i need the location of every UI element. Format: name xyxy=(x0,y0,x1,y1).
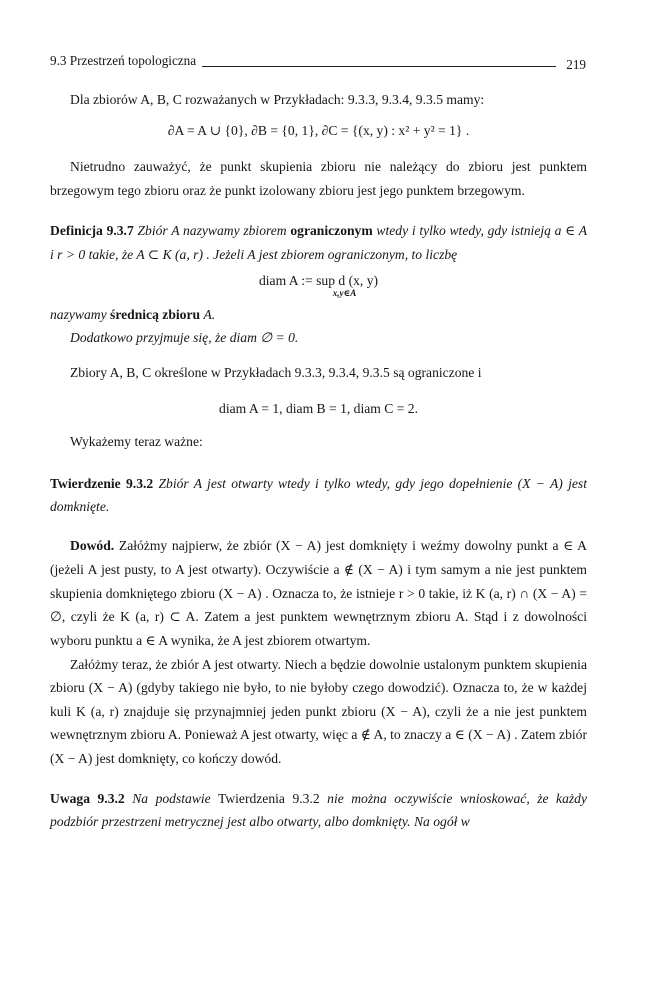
remark-block xyxy=(50,787,587,834)
definition-extra: Dodatkowo przyjmuje się, że diam ∅ = 0. xyxy=(70,330,299,346)
diameter-formula-main: diam A := sup d (x, y) xyxy=(258,272,379,288)
proof-paragraph-1 xyxy=(50,534,587,652)
boundary-equation: ∂A = A ∪ {0}, ∂B = {0, 1}, ∂C = {(x, y) : x² + y² = 1} . xyxy=(167,123,470,139)
running-head xyxy=(50,53,586,72)
theorem-intro: Wykażemy teraz ważne: xyxy=(70,434,203,450)
proof-paragraph-2: Załóżmy teraz, że zbiór A jest otwarty. Niech a będzie dowolnie ustalonym punktem skupienia zbioru (X − A) (gdyby takiego nie było, to nie byłoby czego dowodzić). Oznacza to, że w każdej kuli K (a, r) znajduje się przynajmniej jeden punkt zbioru (X − A), czyli że a nie jest punktem wewnętrznym zbioru A. Ponieważ A jest otwarty, więc a ∉ A, to znaczy a ∈ (X − A) . Zatem zbiór (X − A) jest domknięty, co kończy dowód. xyxy=(50,656,587,767)
remark-text-c: nie można oczywiście wnioskować, że każdy podzbiór przestrzeni metrycznej jest albo otwarty, albo domknięty. Na ogół w xyxy=(50,790,587,830)
page-number: 219 xyxy=(566,57,586,72)
definition-text-c: nazywamy xyxy=(50,306,107,322)
remark-label: Uwaga 9.3.2 xyxy=(50,790,125,806)
definition-term: ograniczonym xyxy=(290,223,373,239)
definition-block xyxy=(50,219,587,266)
theorem-text: Zbiór A jest otwarty wtedy i tylko wtedy, gdy jego dopełnienie (X − A) jest domknięte. xyxy=(50,475,587,514)
proof-text-1: Załóżmy najpierw, że zbiór (X − A) jest domknięty i weźmy dowolny punkt a ∈ A (jeżeli A jest pusty, to A jest otwarty). Oczywiście a ∉ (X − A) i tym samym a nie jest punktem skupienia domkniętego zbioru (X − A) . Oznacza to, że istnieje r > 0 takie, iż K (a, r) ∩ (X − A) = ∅, czyli że K (a, r) ⊂ A. Zatem a jest punktem wewnętrznym zbioru A. Stąd i z dowolności wyboru punktu a ∈ A wynika, że A jest zbiorem otwartym. xyxy=(50,538,587,648)
theorem-label: Twierdzenie 9.3.2 xyxy=(50,475,154,491)
definition-text-b: wtedy i tylko wtedy, gdy istnieją a ∈ A i r > 0 takie, że A ⊂ K (a, r) . Jeżeli A jest zbiorem ograniczonym, to liczbę xyxy=(50,223,588,262)
remark-text-b: Twierdzenia 9.3.2 xyxy=(217,790,320,806)
proof-label: Dowód. xyxy=(70,538,115,554)
remark-text-a: Na podstawie xyxy=(132,790,211,806)
definition-text-d: A. xyxy=(203,306,216,322)
definition-term2: średnicą zbioru xyxy=(110,306,201,322)
section-title: 9.3 Przestrzeń topologiczna xyxy=(50,53,197,68)
definition-closing xyxy=(50,303,587,326)
intro-paragraph: Dla zbiorów A, B, C rozważanych w Przykładach: 9.3.3, 9.3.4, 9.3.5 mamy: xyxy=(70,92,485,107)
diameter-formula-subscript: x,y∈A xyxy=(332,287,357,298)
bounded-sets-paragraph: Zbiory A, B, C określone w Przykładach 9.3.3, 9.3.4, 9.3.5 są ograniczone i xyxy=(70,365,482,381)
diameter-values-equation: diam A = 1, diam B = 1, diam C = 2. xyxy=(219,400,418,416)
diameter-formula xyxy=(50,274,587,299)
definition-text-a: Zbiór A nazywamy zbiorem xyxy=(137,223,287,239)
boundary-remark-paragraph: Nietrudno zauważyć, że punkt skupienia zbioru nie należący do zbioru jest punktem brzegowym tego zbioru oraz że punkt izolowany zbioru jest jego punktem brzegowym. xyxy=(50,158,587,198)
definition-label: Definicja 9.3.7 xyxy=(50,223,134,239)
theorem-block xyxy=(50,472,587,519)
page-body xyxy=(50,88,587,834)
header-rule xyxy=(202,66,556,67)
